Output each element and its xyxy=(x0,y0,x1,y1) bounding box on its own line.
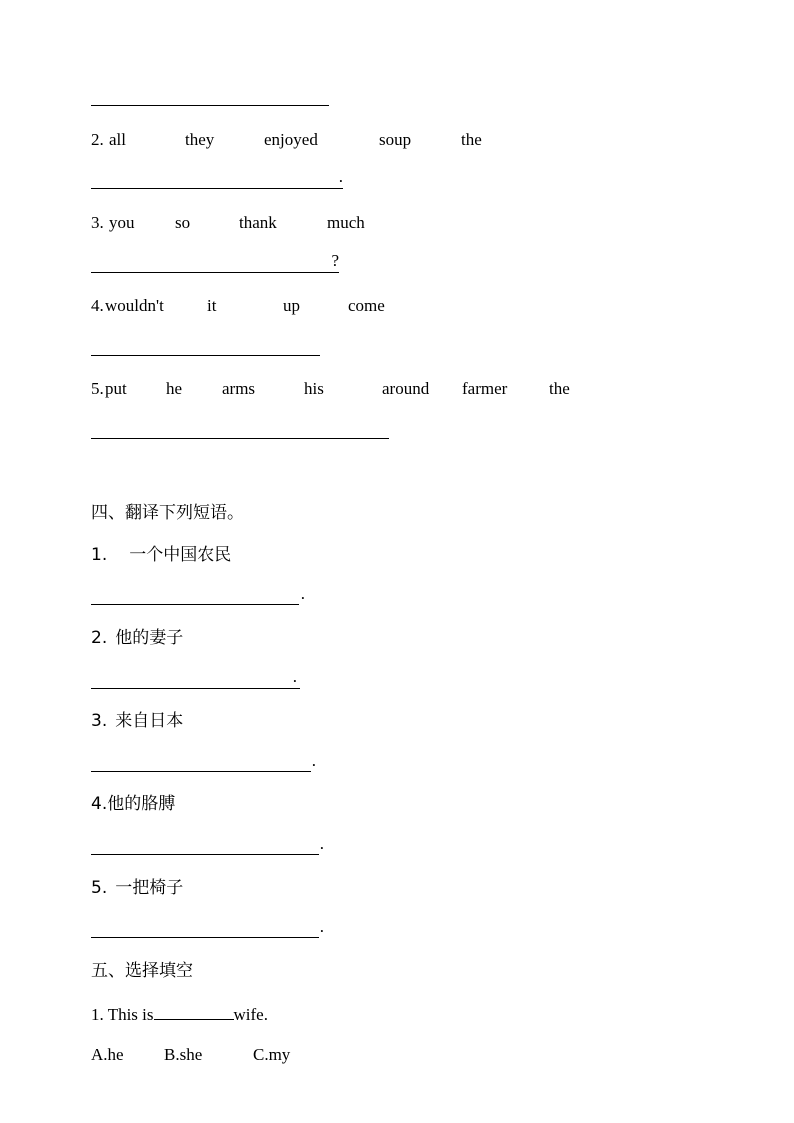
item-number: 5. xyxy=(91,379,104,398)
answer-line[interactable] xyxy=(91,250,339,273)
phrase: 他的妻子 xyxy=(115,628,184,648)
word: put xyxy=(105,379,127,398)
word: come xyxy=(348,296,385,315)
answer-line[interactable] xyxy=(91,166,343,189)
word: the xyxy=(549,379,570,398)
item-number: 4. xyxy=(91,794,108,814)
item-number: 4. xyxy=(91,296,104,315)
option-b[interactable]: B.she xyxy=(164,1045,203,1064)
word: his xyxy=(304,379,324,398)
word: soup xyxy=(379,130,412,149)
phrase: 一个中国农民 xyxy=(129,545,232,565)
question-text: This is xyxy=(107,1005,154,1024)
item-number: 2. xyxy=(91,628,108,648)
end-mark: . xyxy=(338,167,343,186)
answer-line[interactable] xyxy=(91,750,316,772)
option-a[interactable]: A.he xyxy=(91,1045,124,1064)
fill-blank[interactable] xyxy=(154,1003,234,1020)
word: you xyxy=(109,213,135,232)
question-text: wife. xyxy=(233,1005,268,1024)
word: it xyxy=(207,296,217,315)
end-mark: . xyxy=(319,917,324,936)
section-heading: 五、选择填空 xyxy=(91,961,193,981)
word: they xyxy=(185,130,215,149)
end-mark: . xyxy=(311,751,316,770)
answer-line[interactable] xyxy=(91,833,324,855)
s4-item-2 xyxy=(91,628,183,648)
answer-line[interactable] xyxy=(91,438,389,439)
word: much xyxy=(327,213,365,232)
item-number: 3. xyxy=(91,711,108,731)
word: wouldn't xyxy=(105,296,164,315)
s4-item-4 xyxy=(91,794,175,814)
end-mark: . xyxy=(319,834,324,853)
item-number: 5. xyxy=(91,878,108,898)
word: the xyxy=(461,130,482,149)
s4-item-1 xyxy=(91,545,231,565)
phrase: 来自日本 xyxy=(115,711,184,731)
item-number: 1. xyxy=(91,1005,104,1024)
s5-question-1 xyxy=(91,1003,268,1025)
word: arms xyxy=(222,379,256,398)
section-heading: 四、翻译下列短语。 xyxy=(91,503,244,523)
answer-line[interactable] xyxy=(91,666,300,689)
word: all xyxy=(109,130,126,149)
answer-line[interactable] xyxy=(91,355,320,356)
word: farmer xyxy=(462,379,508,398)
phrase: 他的胳膊 xyxy=(107,794,176,814)
word: so xyxy=(175,213,191,232)
answer-line[interactable] xyxy=(91,916,324,938)
s4-item-5 xyxy=(91,878,183,898)
s4-item-3 xyxy=(91,711,183,731)
end-mark: . xyxy=(300,584,305,603)
word: thank xyxy=(239,213,277,232)
item-number: 1. xyxy=(91,545,108,565)
word: around xyxy=(382,379,430,398)
end-mark: ? xyxy=(331,251,339,270)
word: up xyxy=(283,296,300,315)
word: he xyxy=(166,379,183,398)
option-c[interactable]: C.my xyxy=(253,1045,291,1064)
phrase: 一把椅子 xyxy=(115,878,184,898)
end-mark: . xyxy=(292,667,297,686)
answer-line-prev[interactable] xyxy=(91,105,329,106)
answer-line[interactable] xyxy=(91,583,305,605)
item-number: 3. xyxy=(91,213,104,232)
word: enjoyed xyxy=(264,130,318,149)
item-number: 2. xyxy=(91,130,104,149)
